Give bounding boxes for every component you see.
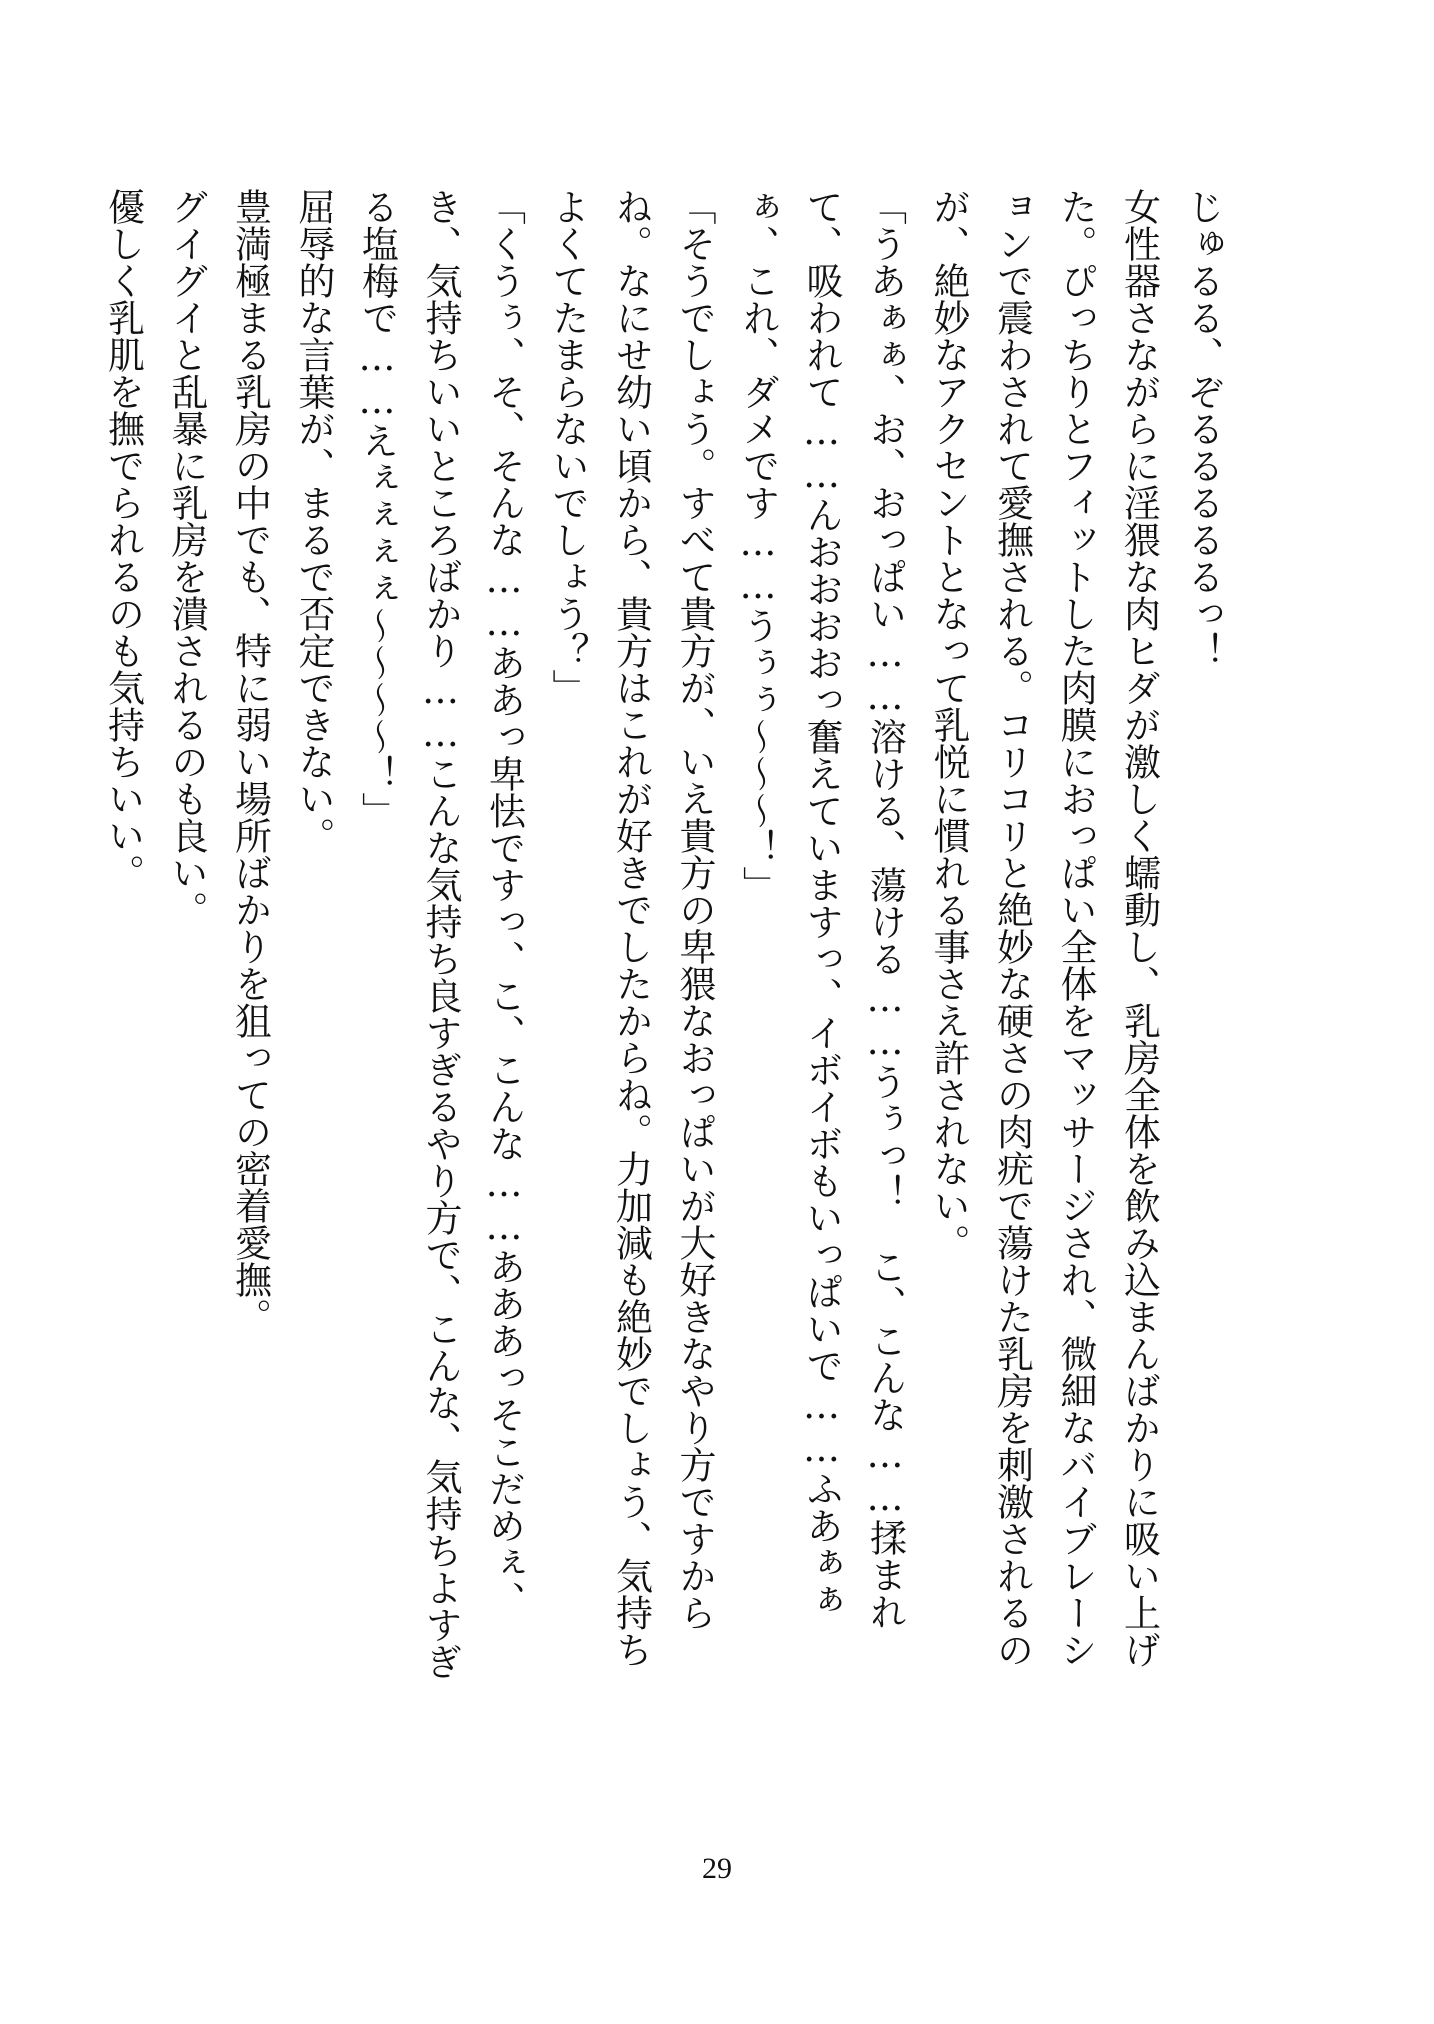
- paragraph: 「そうでしょう。すべて貴方が、いえ貴方の卑猥なおっぱいが大好きなやり方ですからね。なにせ幼い頃から、貴方はこれが好きでしたからね。力加減も絶妙でしょう、気持ちよくてたまらないでしょう？」: [546, 188, 716, 1668]
- paragraph: 豊満極まる乳房の中でも、特に弱い場所ばかりを狙っての密着愛撫。: [228, 188, 272, 1335]
- paragraph: 「くうぅ、そ、そんな……ああっ卑怯ですっ、こ、こんな……あああっそこだめぇ、き、気持ちいいところばかり……こんな気持ち良すぎるやり方で、こんな、気持ちよすぎる塩梅で……えぇぇぇぇ〜〜〜〜！」: [355, 188, 526, 1680]
- page-number: 29: [702, 1852, 732, 1885]
- paragraph: 屈辱的な言葉が、まるで否定できない。: [292, 188, 335, 854]
- paragraph: 女性器さながらに淫猥な肉ヒダが激しく蠕動し、乳房全体を飲み込まんばかりに吸い上げた。ぴっちりとフィットした肉膜におっぱい全体をマッサージされ、微細なバイブレーションで震わされて愛撫される。コリコリと絶妙な硬さの肉疣で蕩けた乳房を刺激されるのが、絶妙なアクセントとなって乳悦に慣れる事さえ許されない。: [927, 188, 1161, 1668]
- paragraph: じゅるる、ぞるるるるるっ！: [1181, 188, 1224, 669]
- vertical-text-body: [91, 188, 1234, 1688]
- paragraph: 優しく乳肌を撫でられるのも気持ちいい。: [101, 188, 145, 891]
- paragraph: グイグイと乱暴に乳房を潰されるのも良い。: [165, 188, 208, 928]
- paragraph: 「うあぁぁ、お、おっぱい……溶ける、蕩ける……うぅっ！ こ、こんな……揉まれて、吸われて……んおおおおっ奮えていますっ、イボイボもいっぱいで……ふあぁぁぁ、これ、ダメです……うぅぅ〜〜〜！」: [736, 188, 907, 1630]
